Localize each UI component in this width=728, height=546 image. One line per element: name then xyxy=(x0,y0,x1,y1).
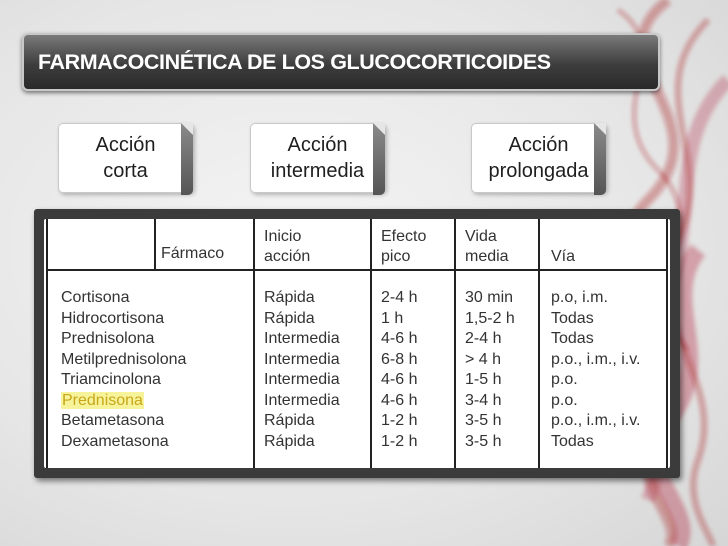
cell-text-via: Todas xyxy=(551,432,594,450)
cell-text-farmaco: Betametasona xyxy=(61,412,165,429)
cell-text-vida: 3-4 h xyxy=(465,391,502,409)
cell-text-farmaco: Prednisona xyxy=(62,391,143,409)
tag-line-2: prolongada xyxy=(488,160,589,182)
cell-farmaco xyxy=(61,351,186,369)
header-efecto: Efecto xyxy=(381,228,427,245)
cell-text-inicio: Intermedia xyxy=(264,371,340,388)
cell-text-inicio: Rápida xyxy=(264,289,315,306)
cell-text-via: p.o, i.m. xyxy=(551,289,608,306)
cell-efecto xyxy=(381,433,417,451)
cell-inicio xyxy=(264,412,315,430)
tag-line-1: Acción xyxy=(287,134,348,156)
cell-text-efecto: 1 h xyxy=(381,309,404,327)
cell-efecto xyxy=(381,351,417,369)
cell-via xyxy=(551,330,594,348)
cell-text-via: p.o. xyxy=(551,371,578,388)
cell-farmaco xyxy=(61,371,161,389)
cell-text-efecto: 1-2 h xyxy=(381,412,418,429)
cell-via xyxy=(551,289,608,307)
header-farmaco: Fármaco xyxy=(161,245,225,262)
page-title: FARMACOCINÉTICA DE LOS GLUCOCORTICOIDES xyxy=(38,50,551,74)
cell-text-vida: 30 min xyxy=(465,289,514,306)
cell-efecto xyxy=(381,310,403,328)
cell-via xyxy=(551,433,594,451)
cell-text-vida: 1-5 h xyxy=(465,371,502,388)
cell-farmaco xyxy=(61,330,154,348)
cell-vida xyxy=(465,351,501,369)
cell-text-inicio: Intermedia xyxy=(264,330,340,347)
cell-vida xyxy=(465,433,501,451)
pharmacokinetics-table xyxy=(44,219,670,468)
table-frame xyxy=(34,209,680,478)
cell-text-farmaco: Prednisolona xyxy=(61,330,155,347)
cell-text-via: p.o. xyxy=(551,391,578,409)
cell-text-vida: 2-4 h xyxy=(465,330,502,347)
cell-text-efecto: 4-6 h xyxy=(381,330,418,347)
cell-inicio xyxy=(264,371,340,389)
cell-text-inicio: Intermedia xyxy=(264,391,340,409)
cell-text-via: p.o., i.m., i.v. xyxy=(551,350,641,368)
cell-text-inicio: Rápida xyxy=(264,309,315,327)
tag-line-1: Acción xyxy=(95,134,156,156)
tag-accion-prolongada xyxy=(471,123,606,193)
cell-vida xyxy=(465,310,515,328)
cell-vida xyxy=(465,412,501,430)
cell-text-via: Todas xyxy=(551,330,594,347)
cell-text-vida: > 4 h xyxy=(465,350,502,368)
cell-text-efecto: 1-2 h xyxy=(381,432,418,450)
tag-line-2: intermedia xyxy=(270,160,365,182)
tag-accion-corta xyxy=(58,123,193,193)
cell-vida xyxy=(465,392,501,410)
cell-efecto xyxy=(381,289,417,307)
cell-efecto xyxy=(381,371,417,389)
title-banner xyxy=(22,33,660,91)
cell-text-inicio: Intermedia xyxy=(264,350,340,368)
tag-accion-intermedia xyxy=(250,123,385,193)
cell-text-via: p.o., i.m., i.v. xyxy=(551,412,641,429)
cell-text-vida: 1,5-2 h xyxy=(465,309,515,327)
cell-farmaco xyxy=(61,392,144,410)
cell-text-vida: 3-5 h xyxy=(465,432,502,450)
cell-vida xyxy=(465,289,513,307)
cell-inicio xyxy=(264,433,315,451)
cell-text-farmaco: Hidrocortisona xyxy=(61,309,165,327)
header-media: media xyxy=(465,248,509,265)
cell-via xyxy=(551,412,641,430)
cell-via xyxy=(551,392,578,410)
cell-inicio xyxy=(264,330,340,348)
cell-farmaco xyxy=(61,289,129,307)
cell-text-efecto: 4-6 h xyxy=(381,391,418,409)
cell-efecto xyxy=(381,392,417,410)
cell-efecto xyxy=(381,330,417,348)
cell-inicio xyxy=(264,310,315,328)
cell-text-farmaco: Cortisona xyxy=(61,289,130,306)
cell-inicio xyxy=(264,289,315,307)
cell-via xyxy=(551,310,594,328)
header-inicio: Inicio xyxy=(264,228,302,245)
cell-efecto xyxy=(381,412,417,430)
cell-text-vida: 3-5 h xyxy=(465,412,502,429)
cell-text-efecto: 6-8 h xyxy=(381,350,418,368)
cell-farmaco xyxy=(61,433,169,451)
header-vida: Vida xyxy=(465,228,497,245)
cell-farmaco xyxy=(61,310,164,328)
header-accion: acción xyxy=(264,248,311,265)
header-via: Vía xyxy=(551,248,576,265)
tag-line-1: Acción xyxy=(508,134,569,156)
header-pico: pico xyxy=(381,248,411,265)
cell-via xyxy=(551,371,578,389)
cell-text-farmaco: Metilprednisolona xyxy=(61,350,187,368)
cell-text-inicio: Rápida xyxy=(264,412,315,429)
cell-farmaco xyxy=(61,412,164,430)
cell-inicio xyxy=(264,392,340,410)
cell-text-farmaco: Dexametasona xyxy=(61,432,169,450)
cell-via xyxy=(551,351,641,369)
cell-vida xyxy=(465,371,501,389)
cell-text-inicio: Rápida xyxy=(264,432,315,450)
cell-vida xyxy=(465,330,501,348)
cell-inicio xyxy=(264,351,340,369)
cell-text-efecto: 4-6 h xyxy=(381,371,418,388)
cell-text-efecto: 2-4 h xyxy=(381,289,418,306)
tag-line-2: corta xyxy=(103,160,148,182)
cell-text-farmaco: Triamcinolona xyxy=(61,371,161,388)
cell-text-via: Todas xyxy=(551,309,594,327)
